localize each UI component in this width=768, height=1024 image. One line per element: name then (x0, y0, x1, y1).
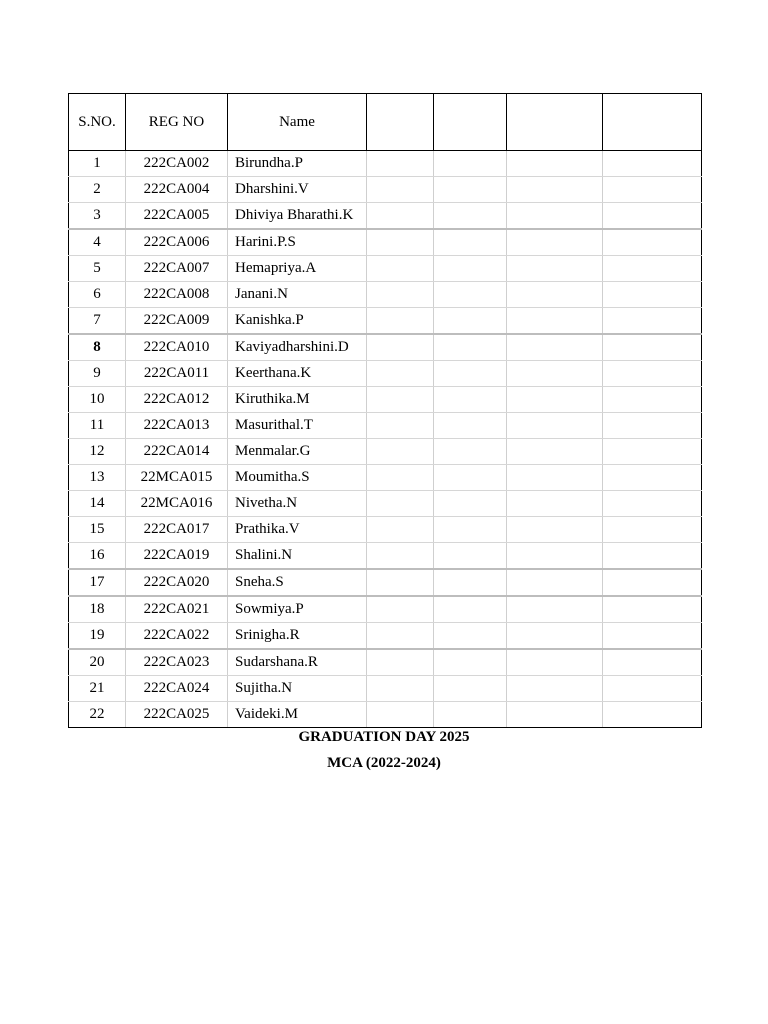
cell-blank (434, 361, 507, 387)
cell-blank (367, 517, 434, 543)
cell-blank (507, 439, 603, 465)
cell-name: Dhiviya Bharathi.K (228, 203, 367, 230)
cell-sno: 11 (69, 413, 126, 439)
cell-reg-no: 222CA022 (126, 623, 228, 650)
cell-name: Nivetha.N (228, 491, 367, 517)
cell-blank (434, 439, 507, 465)
cell-blank (434, 676, 507, 702)
cell-blank (507, 517, 603, 543)
cell-sno: 18 (69, 596, 126, 623)
cell-blank (603, 491, 702, 517)
cell-name: Sneha.S (228, 569, 367, 596)
cell-sno: 4 (69, 229, 126, 256)
cell-blank (603, 334, 702, 361)
cell-blank (603, 569, 702, 596)
cell-blank (367, 334, 434, 361)
table-row (69, 308, 702, 335)
cell-blank (434, 465, 507, 491)
cell-blank (603, 177, 702, 203)
cell-blank (367, 177, 434, 203)
table-row (69, 676, 702, 702)
cell-blank (367, 256, 434, 282)
cell-reg-no: 222CA012 (126, 387, 228, 413)
header-blank-4 (603, 94, 702, 151)
cell-blank (367, 676, 434, 702)
cell-blank (434, 649, 507, 676)
cell-blank (434, 308, 507, 335)
cell-name: Sujitha.N (228, 676, 367, 702)
table-row (69, 203, 702, 230)
cell-reg-no: 222CA004 (126, 177, 228, 203)
cell-name: Menmalar.G (228, 439, 367, 465)
table-row (69, 439, 702, 465)
student-table (68, 93, 702, 728)
cell-sno: 8 (69, 334, 126, 361)
cell-reg-no: 222CA007 (126, 256, 228, 282)
cell-blank (507, 491, 603, 517)
cell-blank (367, 623, 434, 650)
cell-blank (434, 569, 507, 596)
cell-sno: 22 (69, 702, 126, 728)
cell-blank (603, 229, 702, 256)
cell-blank (434, 596, 507, 623)
cell-blank (367, 569, 434, 596)
header-sno: S.NO. (69, 94, 126, 151)
cell-sno: 15 (69, 517, 126, 543)
student-list (68, 93, 701, 728)
cell-blank (367, 543, 434, 570)
cell-blank (507, 334, 603, 361)
cell-blank (367, 649, 434, 676)
header-blank-3 (507, 94, 603, 151)
cell-sno: 3 (69, 203, 126, 230)
cell-blank (434, 413, 507, 439)
cell-blank (367, 151, 434, 177)
cell-blank (603, 649, 702, 676)
cell-blank (434, 517, 507, 543)
cell-blank (507, 465, 603, 491)
cell-blank (434, 387, 507, 413)
cell-name: Hemapriya.A (228, 256, 367, 282)
header-reg-no: REG NO (126, 94, 228, 151)
cell-blank (367, 413, 434, 439)
table-row (69, 151, 702, 177)
table-row (69, 256, 702, 282)
cell-name: Masurithal.T (228, 413, 367, 439)
cell-blank (507, 282, 603, 308)
cell-name: Sudarshana.R (228, 649, 367, 676)
cell-blank (367, 491, 434, 517)
cell-blank (507, 177, 603, 203)
cell-blank (507, 361, 603, 387)
cell-name: Sowmiya.P (228, 596, 367, 623)
cell-reg-no: 222CA002 (126, 151, 228, 177)
cell-blank (603, 702, 702, 728)
table-row (69, 543, 702, 570)
cell-blank (507, 413, 603, 439)
cell-blank (603, 543, 702, 570)
cell-sno: 6 (69, 282, 126, 308)
cell-reg-no: 22MCA016 (126, 491, 228, 517)
table-row (69, 282, 702, 308)
cell-blank (507, 676, 603, 702)
cell-blank (603, 676, 702, 702)
cell-reg-no: 22MCA015 (126, 465, 228, 491)
batch-subtitle: MCA (2022-2024) (327, 755, 441, 771)
cell-name: Prathika.V (228, 517, 367, 543)
cell-name: Kanishka.P (228, 308, 367, 335)
cell-reg-no: 222CA020 (126, 569, 228, 596)
cell-reg-no: 222CA019 (126, 543, 228, 570)
cell-blank (507, 387, 603, 413)
event-title: GRADUATION DAY 2025 (298, 729, 470, 745)
cell-blank (434, 702, 507, 728)
table-row (69, 623, 702, 650)
cell-reg-no: 222CA014 (126, 439, 228, 465)
table-row (69, 569, 702, 596)
cell-blank (434, 177, 507, 203)
cell-sno: 10 (69, 387, 126, 413)
table-row (69, 649, 702, 676)
cell-name: Birundha.P (228, 151, 367, 177)
table-row (69, 361, 702, 387)
cell-blank (507, 649, 603, 676)
table-row (69, 387, 702, 413)
cell-blank (434, 229, 507, 256)
cell-blank (434, 334, 507, 361)
cell-blank (603, 596, 702, 623)
cell-reg-no: 222CA021 (126, 596, 228, 623)
cell-blank (367, 702, 434, 728)
cell-blank (603, 256, 702, 282)
table-row (69, 229, 702, 256)
cell-blank (603, 517, 702, 543)
cell-blank (507, 596, 603, 623)
cell-blank (603, 282, 702, 308)
table-row (69, 177, 702, 203)
cell-reg-no: 222CA009 (126, 308, 228, 335)
cell-blank (603, 439, 702, 465)
cell-sno: 2 (69, 177, 126, 203)
cell-blank (603, 203, 702, 230)
cell-blank (507, 203, 603, 230)
table-row (69, 465, 702, 491)
cell-blank (507, 151, 603, 177)
table-row (69, 596, 702, 623)
cell-blank (434, 256, 507, 282)
cell-blank (603, 308, 702, 335)
cell-name: Kaviyadharshini.D (228, 334, 367, 361)
table-row (69, 517, 702, 543)
table-row (69, 491, 702, 517)
table-body (69, 151, 702, 728)
cell-blank (434, 543, 507, 570)
cell-name: Srinigha.R (228, 623, 367, 650)
cell-blank (507, 543, 603, 570)
cell-blank (507, 256, 603, 282)
cell-blank (434, 151, 507, 177)
cell-blank (507, 229, 603, 256)
cell-blank (507, 702, 603, 728)
cell-sno: 12 (69, 439, 126, 465)
table-row (69, 702, 702, 728)
cell-blank (367, 203, 434, 230)
cell-reg-no: 222CA010 (126, 334, 228, 361)
cell-blank (367, 387, 434, 413)
cell-sno: 5 (69, 256, 126, 282)
cell-blank (507, 569, 603, 596)
cell-sno: 20 (69, 649, 126, 676)
cell-blank (603, 413, 702, 439)
cell-blank (367, 308, 434, 335)
cell-blank (434, 282, 507, 308)
table-row (69, 334, 702, 361)
cell-reg-no: 222CA008 (126, 282, 228, 308)
cell-reg-no: 222CA024 (126, 676, 228, 702)
cell-sno: 9 (69, 361, 126, 387)
cell-blank (603, 465, 702, 491)
cell-blank (603, 361, 702, 387)
cell-blank (434, 623, 507, 650)
cell-sno: 17 (69, 569, 126, 596)
cell-reg-no: 222CA005 (126, 203, 228, 230)
cell-blank (434, 491, 507, 517)
cell-blank (507, 623, 603, 650)
cell-blank (367, 439, 434, 465)
cell-reg-no: 222CA023 (126, 649, 228, 676)
cell-reg-no: 222CA013 (126, 413, 228, 439)
cell-name: Shalini.N (228, 543, 367, 570)
cell-blank (434, 203, 507, 230)
cell-reg-no: 222CA006 (126, 229, 228, 256)
cell-blank (507, 308, 603, 335)
header-blank-2 (434, 94, 507, 151)
cell-sno: 19 (69, 623, 126, 650)
cell-name: Dharshini.V (228, 177, 367, 203)
header-blank-1 (367, 94, 434, 151)
cell-sno: 7 (69, 308, 126, 335)
header-name: Name (228, 94, 367, 151)
cell-sno: 13 (69, 465, 126, 491)
cell-reg-no: 222CA025 (126, 702, 228, 728)
cell-blank (367, 229, 434, 256)
cell-reg-no: 222CA017 (126, 517, 228, 543)
cell-blank (367, 596, 434, 623)
cell-name: Vaideki.M (228, 702, 367, 728)
cell-sno: 21 (69, 676, 126, 702)
cell-name: Keerthana.K (228, 361, 367, 387)
cell-blank (367, 361, 434, 387)
cell-name: Janani.N (228, 282, 367, 308)
cell-name: Moumitha.S (228, 465, 367, 491)
cell-sno: 16 (69, 543, 126, 570)
cell-reg-no: 222CA011 (126, 361, 228, 387)
cell-blank (367, 465, 434, 491)
cell-sno: 14 (69, 491, 126, 517)
cell-sno: 1 (69, 151, 126, 177)
table-header-row (69, 94, 702, 151)
cell-blank (603, 623, 702, 650)
cell-name: Kiruthika.M (228, 387, 367, 413)
cell-blank (603, 151, 702, 177)
cell-blank (367, 282, 434, 308)
cell-blank (603, 387, 702, 413)
cell-name: Harini.P.S (228, 229, 367, 256)
table-row (69, 413, 702, 439)
